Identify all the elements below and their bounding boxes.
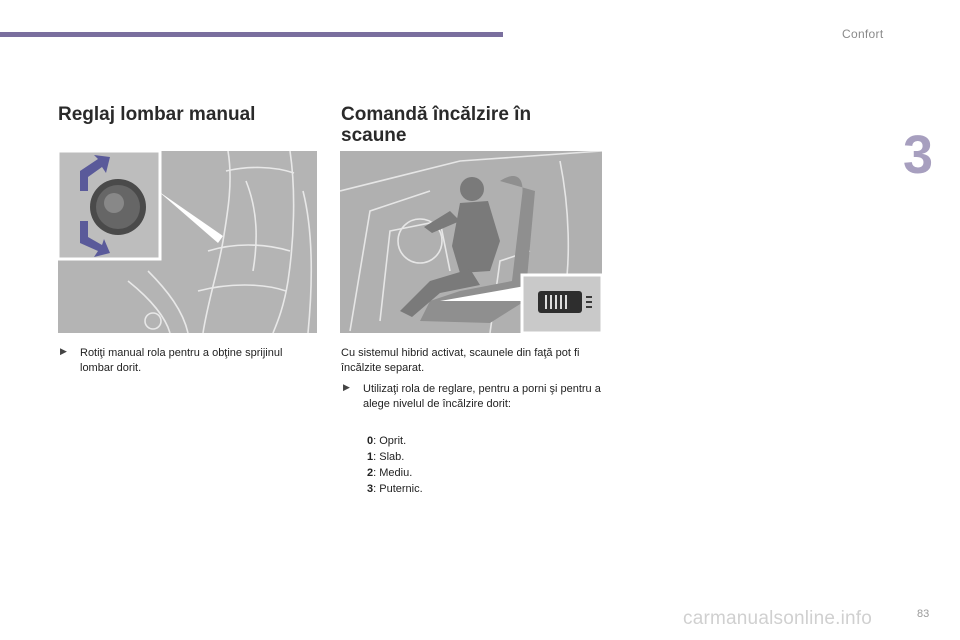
seat-heating-intro: Cu sistemul hibrid activat, scaunele din faţă pot fi încălzite separat.: [341, 347, 580, 374]
level-item: 3: Puternic.: [367, 483, 423, 495]
heating-levels-list: [367, 433, 423, 497]
bullet-icon: ▶: [60, 347, 67, 357]
bullet-icon: ▶: [343, 383, 350, 393]
seat-heating-instruction: Utilizaţi rola de reglare, pentru a porni şi pentru a alege nivelul de încălzire dorit:: [363, 383, 601, 410]
lumbar-figure: [58, 151, 317, 333]
seat-heating-figure: [340, 151, 602, 333]
level-item: 1: Slab.: [367, 451, 405, 463]
top-accent-bar: [0, 32, 503, 37]
section-label: Confort: [842, 27, 884, 41]
lumbar-instruction: Rotiţi manual rola pentru a obţine sprijinul lombar dorit.: [80, 347, 283, 374]
lumbar-title: Reglaj lombar manual: [58, 104, 256, 125]
watermark: carmanualsonline.info: [683, 608, 873, 629]
level-item: 2: Mediu.: [367, 467, 413, 479]
chapter-number: 3: [903, 125, 934, 185]
page-number: 83: [917, 608, 930, 620]
seat-heating-title: Comandă încălzire în scaune: [341, 104, 532, 146]
level-item: 0: Oprit.: [367, 435, 407, 447]
